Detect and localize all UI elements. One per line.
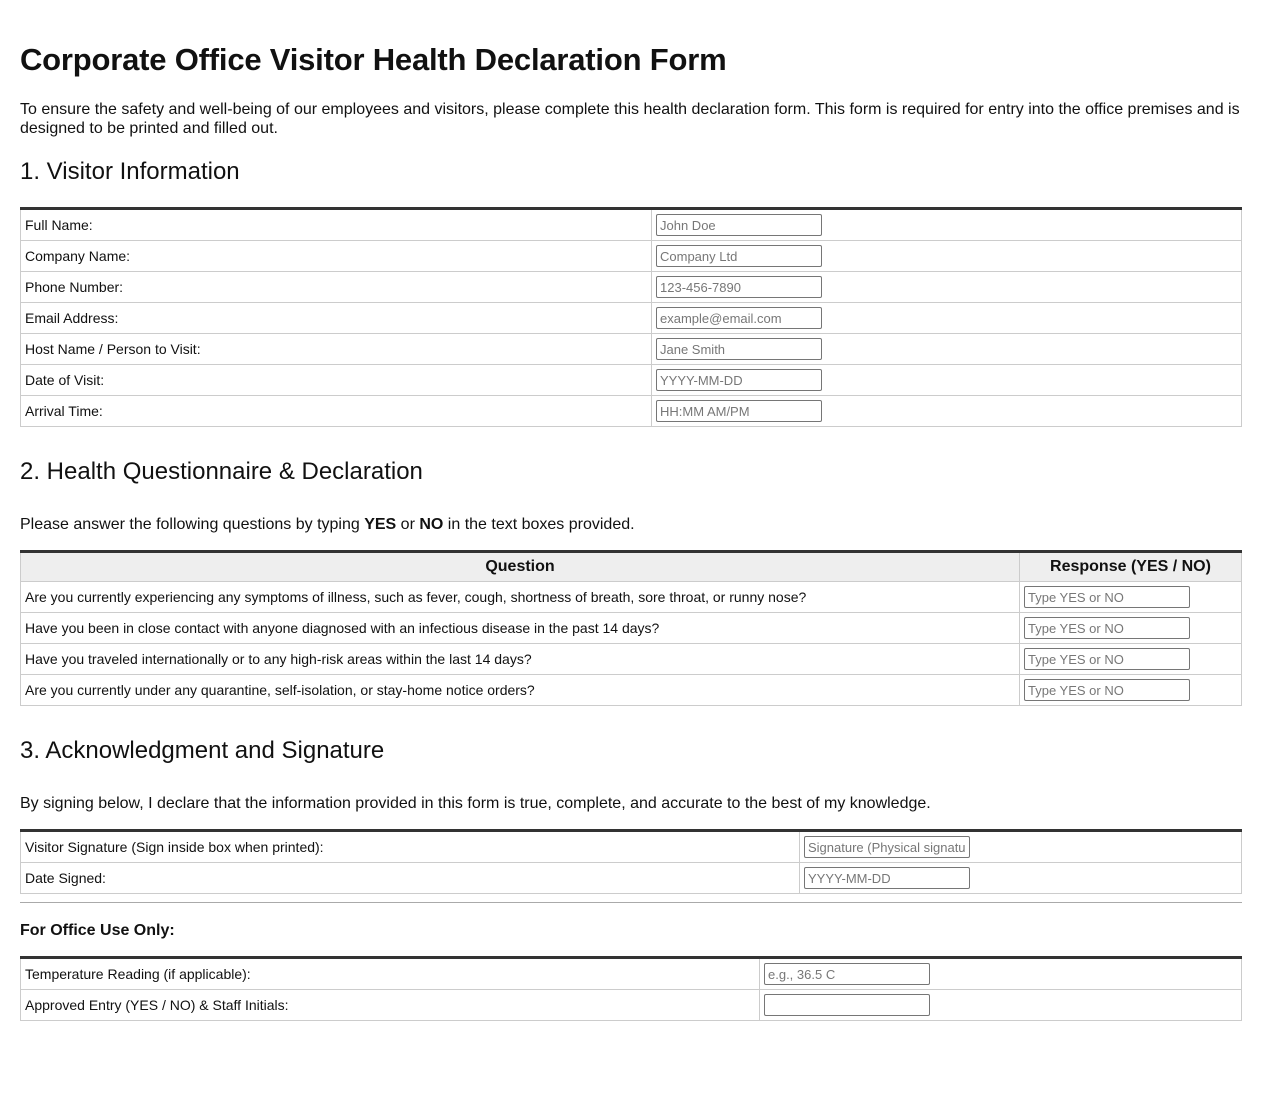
question-text: Are you currently experiencing any symptoms of illness, such as fever, cough, shortness of breath, sore throat, or runny nose? bbox=[21, 582, 1020, 613]
temperature-reading-cell bbox=[760, 958, 1242, 990]
table-header-row bbox=[21, 552, 1242, 582]
company-name-cell bbox=[652, 241, 1242, 272]
question-text: Are you currently under any quarantine, self-isolation, or stay-home notice orders? bbox=[21, 675, 1020, 706]
email-address-cell bbox=[652, 303, 1242, 334]
date-signed-label: Date Signed: bbox=[21, 863, 800, 894]
table-row bbox=[21, 990, 1242, 1021]
table-row bbox=[21, 613, 1242, 644]
company-name-label: Company Name: bbox=[21, 241, 652, 272]
page-title: Corporate Office Visitor Health Declaration Form bbox=[20, 42, 727, 77]
phone-number-cell bbox=[652, 272, 1242, 303]
email-address-input[interactable] bbox=[656, 307, 822, 329]
symptoms-response-input[interactable] bbox=[1024, 586, 1190, 608]
response-cell bbox=[1020, 644, 1242, 675]
instruction-yes: YES bbox=[364, 516, 397, 533]
date-signed-input[interactable] bbox=[804, 867, 970, 889]
response-cell bbox=[1020, 675, 1242, 706]
instruction-text-or: or bbox=[396, 516, 420, 533]
quarantine-response-input[interactable] bbox=[1024, 679, 1190, 701]
table-row bbox=[21, 644, 1242, 675]
close-contact-response-input[interactable] bbox=[1024, 617, 1190, 639]
email-address-label: Email Address: bbox=[21, 303, 652, 334]
approved-entry-label: Approved Entry (YES / NO) & Staff Initials: bbox=[21, 990, 760, 1021]
date-of-visit-input[interactable] bbox=[656, 369, 822, 391]
travel-response-input[interactable] bbox=[1024, 648, 1190, 670]
temperature-reading-input[interactable] bbox=[764, 963, 930, 985]
phone-number-label: Phone Number: bbox=[21, 272, 652, 303]
approved-entry-input[interactable] bbox=[764, 994, 930, 1016]
arrival-time-input[interactable] bbox=[656, 400, 822, 422]
table-row bbox=[21, 334, 1242, 365]
instruction-no: NO bbox=[419, 516, 444, 533]
table-row bbox=[21, 272, 1242, 303]
table-row bbox=[21, 863, 1242, 894]
signature-table bbox=[20, 829, 1242, 894]
full-name-label: Full Name: bbox=[21, 209, 652, 241]
temperature-reading-label: Temperature Reading (if applicable): bbox=[21, 958, 760, 990]
table-row bbox=[21, 303, 1242, 334]
date-of-visit-label: Date of Visit: bbox=[21, 365, 652, 396]
question-text: Have you been in close contact with anyone diagnosed with an infectious disease in the past 14 days? bbox=[21, 613, 1020, 644]
office-use-table bbox=[20, 956, 1242, 1021]
visitor-information-table bbox=[20, 207, 1242, 427]
phone-number-input[interactable] bbox=[656, 276, 822, 298]
health-questionnaire-table bbox=[20, 550, 1242, 706]
full-name-cell bbox=[652, 209, 1242, 241]
section-health-questionnaire-heading: 2. Health Questionnaire & Declaration bbox=[20, 458, 423, 485]
declaration-statement: By signing below, I declare that the information provided in this form is true, complete, and accurate to the best of my knowledge. bbox=[20, 795, 931, 812]
date-signed-cell bbox=[800, 863, 1242, 894]
table-row bbox=[21, 582, 1242, 613]
office-use-heading: For Office Use Only: bbox=[20, 922, 175, 939]
question-text: Have you traveled internationally or to any high-risk areas within the last 14 days? bbox=[21, 644, 1020, 675]
visitor-signature-label: Visitor Signature (Sign inside box when printed): bbox=[21, 831, 800, 863]
table-row bbox=[21, 831, 1242, 863]
arrival-time-label: Arrival Time: bbox=[21, 396, 652, 427]
full-name-input[interactable] bbox=[656, 214, 822, 236]
response-cell bbox=[1020, 582, 1242, 613]
approved-entry-cell bbox=[760, 990, 1242, 1021]
table-row bbox=[21, 209, 1242, 241]
visitor-signature-input[interactable] bbox=[804, 836, 970, 858]
host-name-label: Host Name / Person to Visit: bbox=[21, 334, 652, 365]
date-of-visit-cell bbox=[652, 365, 1242, 396]
host-name-input[interactable] bbox=[656, 338, 822, 360]
table-row bbox=[21, 675, 1242, 706]
table-row bbox=[21, 241, 1242, 272]
table-row bbox=[21, 958, 1242, 990]
question-column-header: Question bbox=[21, 552, 1020, 582]
table-row bbox=[21, 365, 1242, 396]
questionnaire-instruction bbox=[20, 515, 1242, 534]
visitor-signature-cell bbox=[800, 831, 1242, 863]
section-acknowledgment-heading: 3. Acknowledgment and Signature bbox=[20, 737, 385, 764]
section-visitor-information-heading: 1. Visitor Information bbox=[20, 158, 240, 185]
company-name-input[interactable] bbox=[656, 245, 822, 267]
intro-text: To ensure the safety and well-being of our employees and visitors, please complete this health declaration form. This form is required for entry into the office premises and is designed to be printed and filled out. bbox=[20, 101, 1240, 137]
arrival-time-cell bbox=[652, 396, 1242, 427]
table-row bbox=[21, 396, 1242, 427]
section-divider bbox=[20, 902, 1242, 903]
host-name-cell bbox=[652, 334, 1242, 365]
instruction-text-end: in the text boxes provided. bbox=[443, 516, 635, 533]
response-cell bbox=[1020, 613, 1242, 644]
response-column-header: Response (YES / NO) bbox=[1020, 552, 1242, 582]
instruction-text-start: Please answer the following questions by typing bbox=[20, 516, 365, 533]
